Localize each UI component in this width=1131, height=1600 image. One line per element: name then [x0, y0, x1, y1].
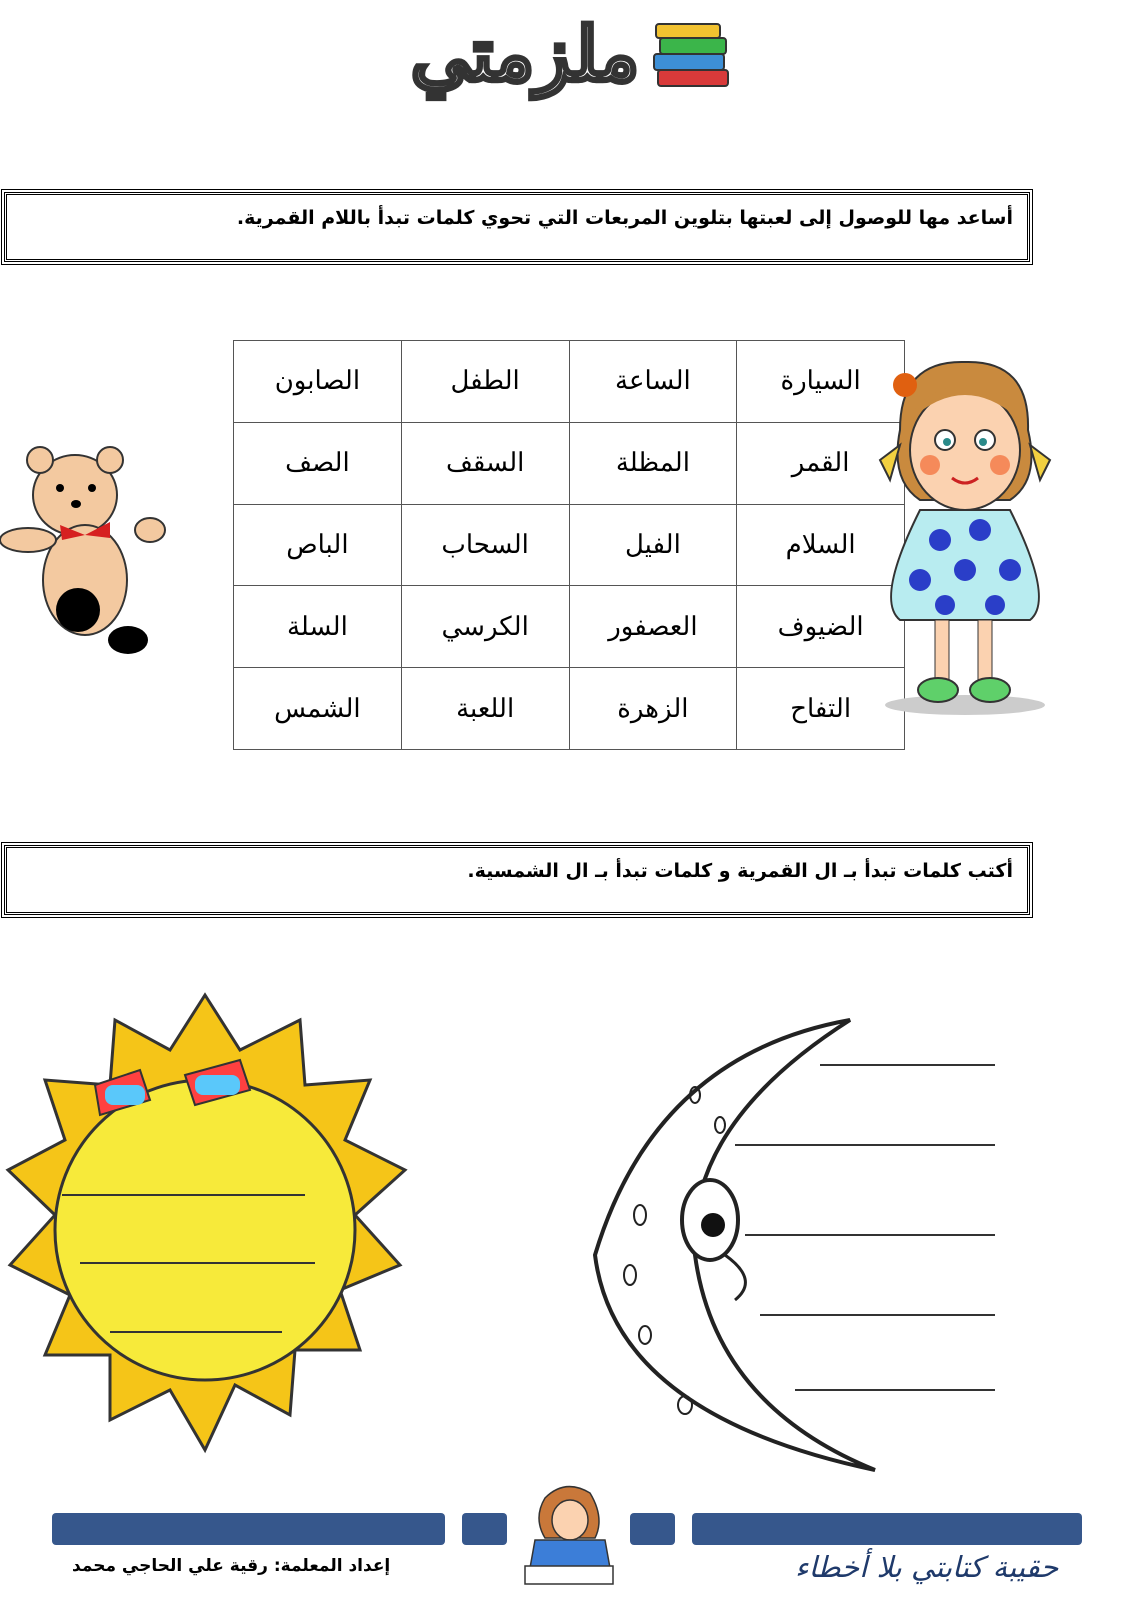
grid-cell[interactable]: السلة	[234, 586, 402, 668]
books-stack-icon	[650, 18, 735, 96]
slogan: حقيبة كتابتي بلا أخطاء	[795, 1550, 1059, 1584]
footer-bar-left	[52, 1513, 445, 1545]
grid-cell[interactable]: الزهرة	[569, 668, 737, 750]
instruction-box-2	[4, 845, 1030, 915]
student-writing-icon	[515, 1478, 620, 1588]
grid-cell[interactable]: المظلة	[569, 422, 737, 504]
instruction-1: أساعد مها للوصول إلى لعبتها بتلوين المربعات التي تحوي كلمات تبدأ باللام القمرية.	[236, 207, 1013, 229]
instruction-2: أكتب كلمات تبدأ بـ ال القمرية و كلمات تبدأ بـ ال الشمسية.	[467, 860, 1013, 882]
grid-cell[interactable]: القمر	[737, 422, 905, 504]
grid-cell[interactable]: الباص	[234, 504, 402, 586]
footer-bar-right	[692, 1513, 1082, 1545]
grid-cell[interactable]: الكرسي	[401, 586, 569, 668]
grid-cell[interactable]: الصابون	[234, 341, 402, 423]
teddy-bear-icon	[0, 440, 170, 660]
teacher-credit: إعداد المعلمة: رقية علي الحاجي محمد	[72, 1556, 391, 1576]
word-grid	[233, 340, 905, 750]
grid-cell[interactable]: السيارة	[737, 341, 905, 423]
grid-cell[interactable]: العصفور	[569, 586, 737, 668]
grid-cell[interactable]: الساعة	[569, 341, 737, 423]
table-row	[234, 422, 905, 504]
grid-cell[interactable]: السقف	[401, 422, 569, 504]
table-row	[234, 668, 905, 750]
instruction-box-1	[4, 192, 1030, 262]
grid-cell[interactable]: التفاح	[737, 668, 905, 750]
grid-cell[interactable]: الصف	[234, 422, 402, 504]
footer-bar-small-left	[462, 1513, 507, 1545]
moon-icon	[575, 1015, 1005, 1475]
grid-cell[interactable]: اللعبة	[401, 668, 569, 750]
grid-cell[interactable]: الضيوف	[737, 586, 905, 668]
sun-icon	[0, 990, 410, 1470]
footer-bar-small-right	[630, 1513, 675, 1545]
table-row	[234, 504, 905, 586]
grid-cell[interactable]: الطفل	[401, 341, 569, 423]
grid-cell[interactable]: الفيل	[569, 504, 737, 586]
girl-icon	[860, 350, 1070, 730]
logo-text: ملزمتي	[410, 12, 640, 98]
grid-cell[interactable]: الشمس	[234, 668, 402, 750]
table-row	[234, 341, 905, 423]
grid-cell[interactable]: السحاب	[401, 504, 569, 586]
table-row	[234, 586, 905, 668]
grid-cell[interactable]: السلام	[737, 504, 905, 586]
